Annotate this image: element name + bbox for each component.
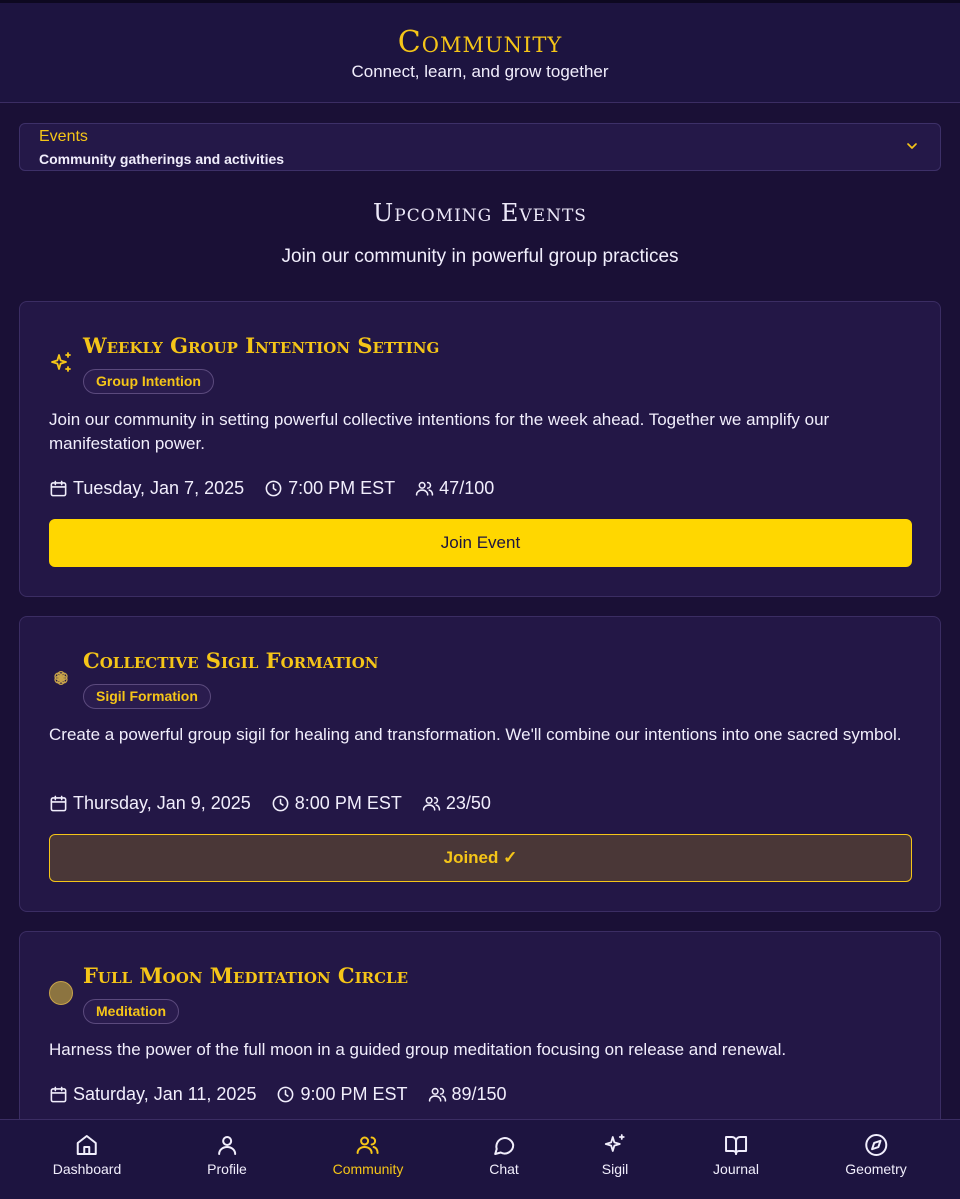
event-date xyxy=(49,793,251,814)
nav-label: Journal xyxy=(713,1161,759,1177)
event-time xyxy=(264,478,395,499)
event-attendees xyxy=(428,1084,507,1105)
sparkles-icon xyxy=(49,351,73,375)
users-icon xyxy=(428,1085,447,1104)
event-time-text: 9:00 PM EST xyxy=(300,1083,408,1104)
nav-label: Community xyxy=(332,1161,404,1177)
users-icon xyxy=(415,479,434,498)
clock-icon xyxy=(276,1085,295,1104)
nav-label: Chat xyxy=(489,1161,519,1177)
event-description: Harness the power of the full moon in a guided group meditation focusing on release and renewal. xyxy=(49,1040,787,1059)
users-icon xyxy=(422,794,441,813)
event-description: Join our community in setting powerful collective intentions for the week ahead. Together we amplify our manifestation power. xyxy=(49,410,830,453)
users-icon xyxy=(356,1133,380,1157)
event-tag: Sigil Formation xyxy=(83,684,211,709)
chevron-down-icon xyxy=(904,138,920,154)
joined-button[interactable]: Joined ✓ xyxy=(49,834,912,882)
event-time-text: 7:00 PM EST xyxy=(288,477,396,498)
event-meta xyxy=(49,476,514,500)
moon-icon xyxy=(49,981,73,1005)
page-subtitle: Connect, learn, and grow together xyxy=(351,62,609,81)
nav-item-sigil[interactable] xyxy=(602,1133,628,1177)
section-dropdown-label: Events xyxy=(39,128,88,145)
nav-item-journal[interactable] xyxy=(713,1133,759,1177)
nav-label: Geometry xyxy=(845,1161,907,1177)
event-tag: Group Intention xyxy=(83,369,214,394)
nav-item-community[interactable] xyxy=(333,1133,404,1177)
calendar-icon xyxy=(49,479,68,498)
event-title: Full Moon Meditation Circle xyxy=(83,963,409,988)
nav-item-dashboard[interactable] xyxy=(53,1133,122,1177)
event-card xyxy=(19,616,941,912)
event-date xyxy=(49,1084,256,1105)
event-time-text: 8:00 PM EST xyxy=(294,792,402,813)
upcoming-events-subtitle: Join our community in powerful group practices xyxy=(281,246,679,267)
event-time xyxy=(271,793,402,814)
home-icon xyxy=(75,1133,99,1157)
flower-of-life-icon xyxy=(49,666,73,690)
chat-icon xyxy=(492,1133,516,1157)
event-date xyxy=(49,478,244,499)
event-attendees xyxy=(415,478,494,499)
calendar-icon xyxy=(49,794,68,813)
event-attendees-text: 47/100 xyxy=(439,477,495,498)
event-date-text: Thursday, Jan 9, 2025 xyxy=(73,792,251,813)
calendar-icon xyxy=(49,1085,68,1104)
section-dropdown-description: Community gatherings and activities xyxy=(39,151,285,167)
nav-label: Dashboard xyxy=(52,1161,122,1177)
event-meta xyxy=(49,791,511,815)
event-tag: Meditation xyxy=(83,999,179,1024)
event-attendees xyxy=(422,793,491,814)
event-title: Collective Sigil Formation xyxy=(83,648,379,673)
clock-icon xyxy=(271,794,290,813)
nav-label: Sigil xyxy=(601,1161,629,1177)
nav-item-profile[interactable] xyxy=(207,1133,247,1177)
event-date-text: Tuesday, Jan 7, 2025 xyxy=(73,477,245,498)
clock-icon xyxy=(264,479,283,498)
join-event-button[interactable]: Join Event xyxy=(49,519,912,567)
event-card xyxy=(19,301,941,597)
event-meta xyxy=(49,1082,527,1106)
event-attendees-text: 89/150 xyxy=(451,1083,507,1104)
section-dropdown[interactable] xyxy=(19,123,941,171)
compass-icon xyxy=(864,1133,888,1157)
upcoming-events-title: Upcoming Events xyxy=(373,199,587,227)
sparkles-icon xyxy=(603,1133,627,1157)
page-header xyxy=(0,0,960,103)
nav-item-geometry[interactable] xyxy=(845,1133,906,1177)
event-attendees-text: 23/50 xyxy=(445,792,491,813)
bottom-nav xyxy=(0,1119,960,1199)
event-title: Weekly Group Intention Setting xyxy=(83,333,440,358)
book-icon xyxy=(724,1133,748,1157)
user-icon xyxy=(215,1133,239,1157)
nav-item-chat[interactable] xyxy=(489,1133,519,1177)
nav-label: Profile xyxy=(207,1161,247,1177)
event-time xyxy=(276,1084,407,1105)
page-title: Community xyxy=(397,25,563,60)
event-description: Create a powerful group sigil for healing and transformation. We'll combine our intentions into one sacred symbol. xyxy=(49,725,902,744)
event-date-text: Saturday, Jan 11, 2025 xyxy=(73,1083,257,1104)
